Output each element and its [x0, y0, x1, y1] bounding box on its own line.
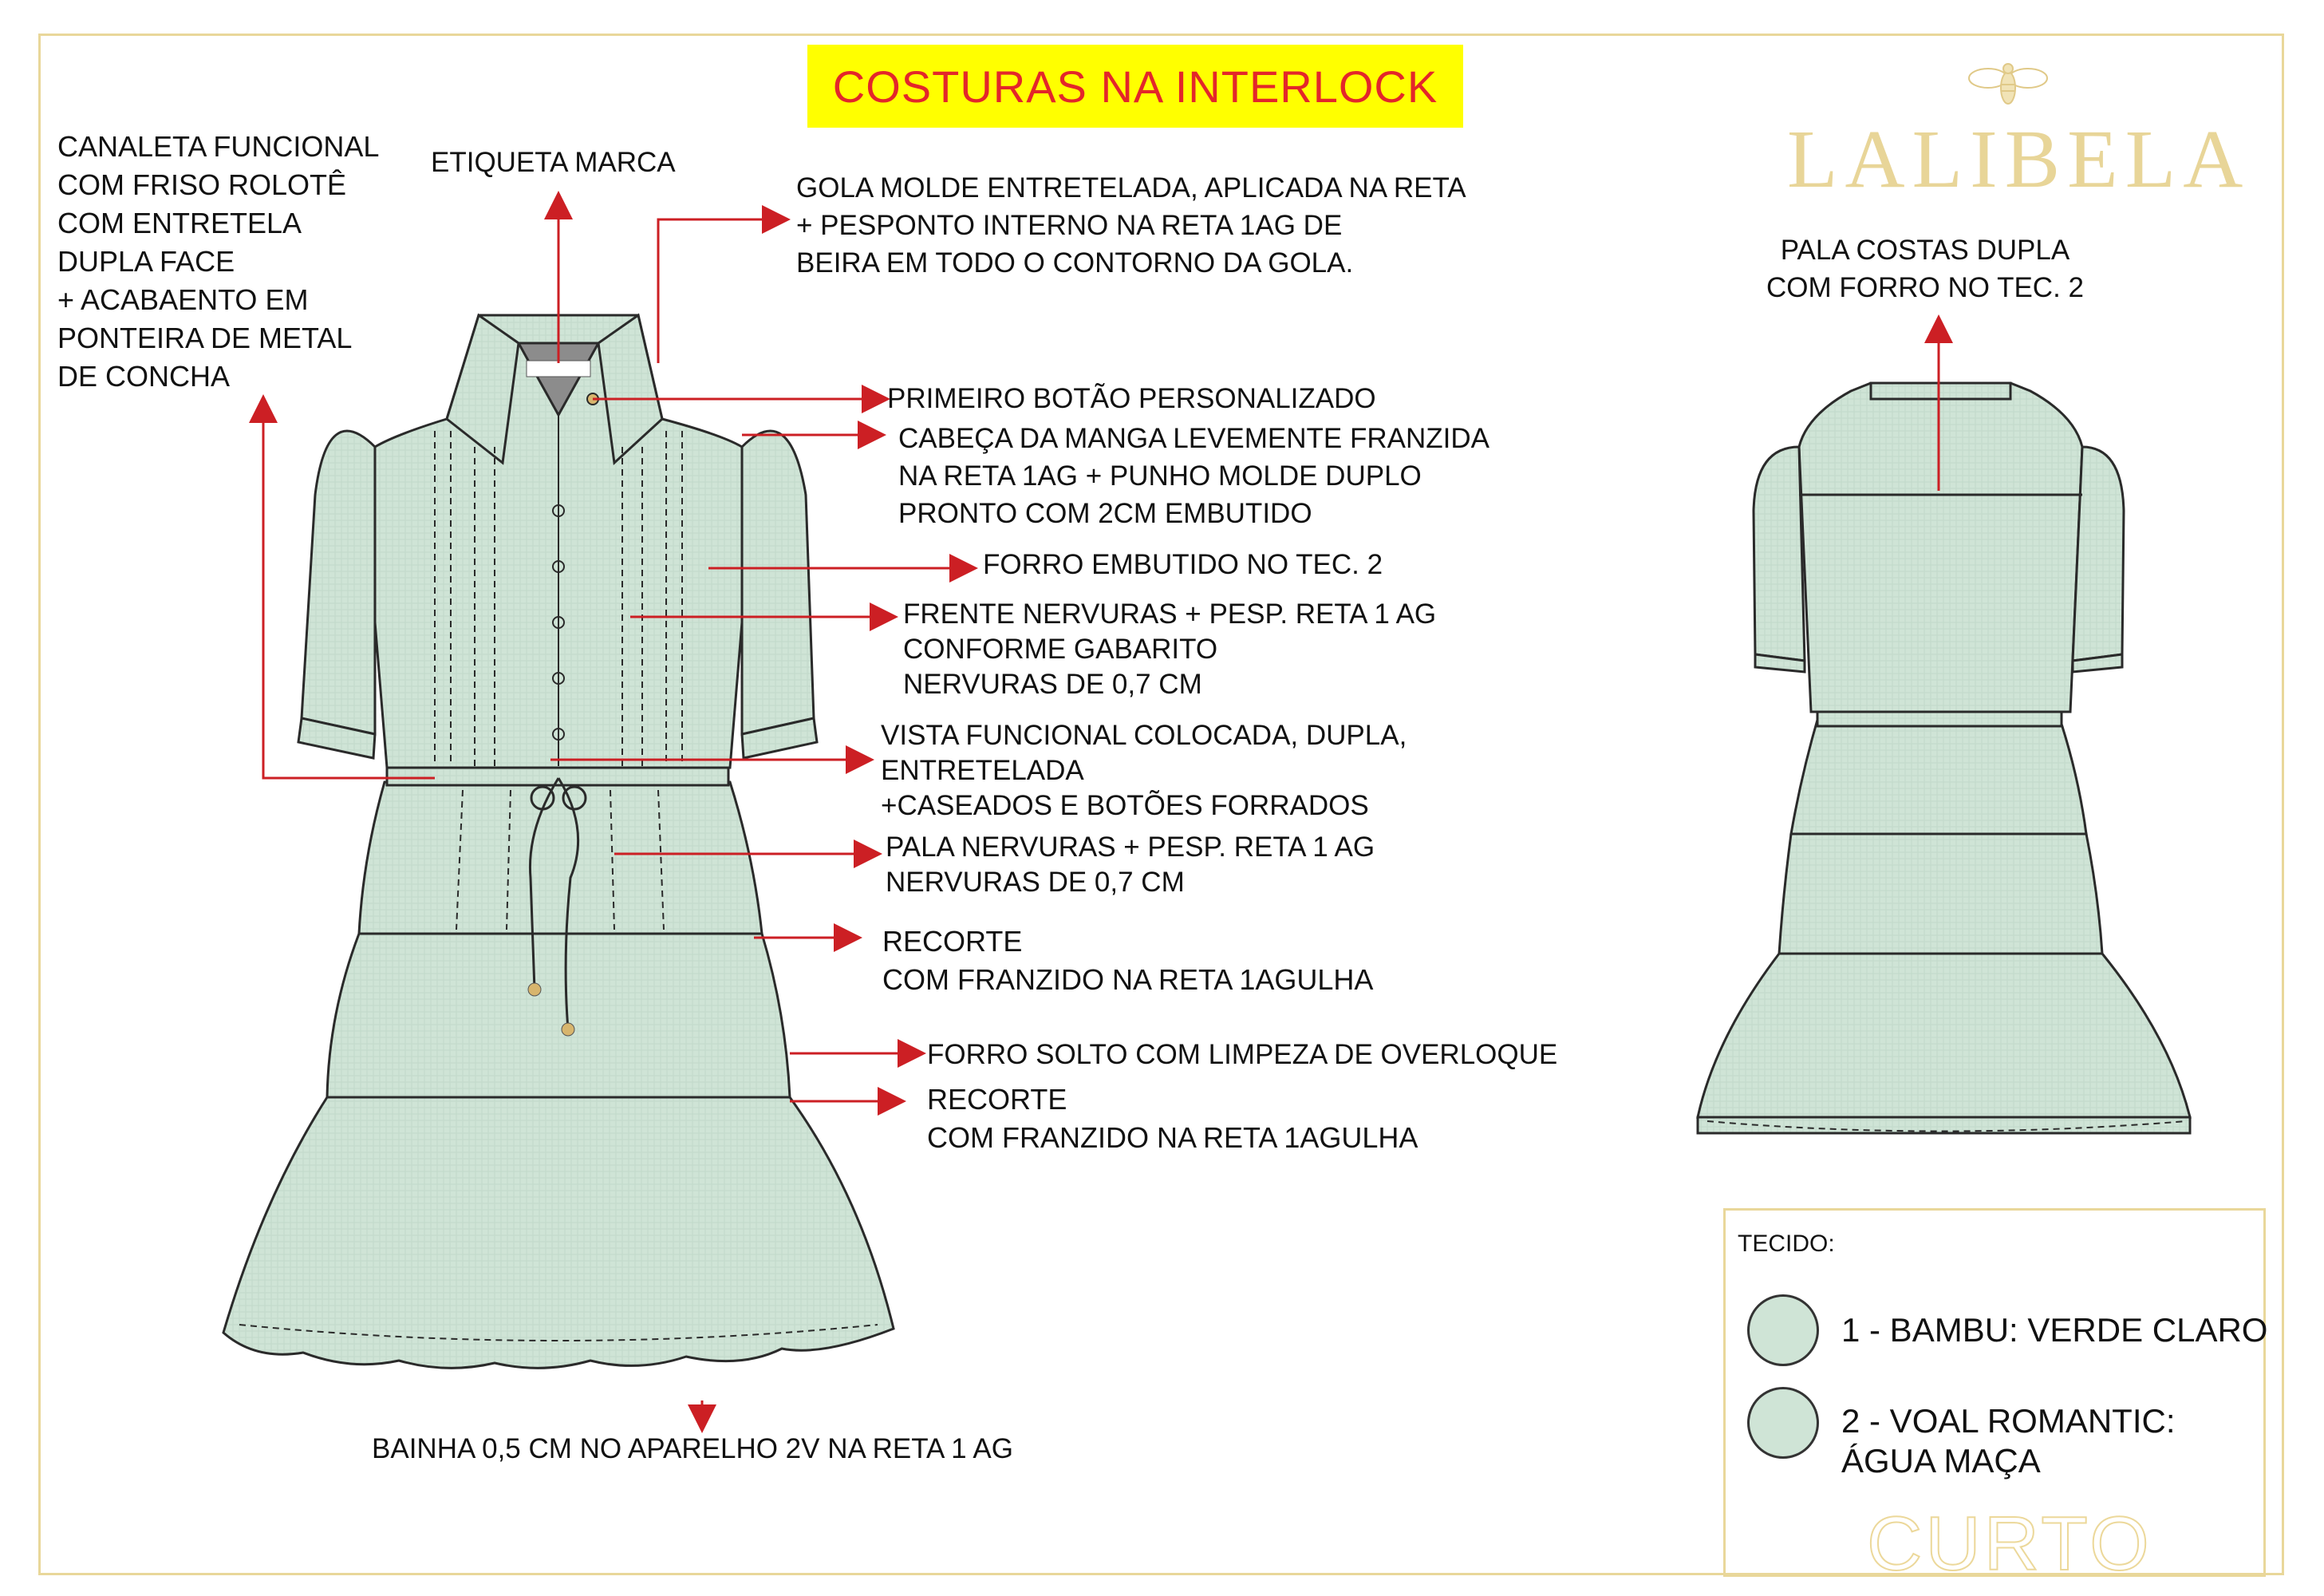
- note-recorte-1: RECORTE COM FRANZIDO NA RETA 1AGULHA: [882, 925, 1374, 996]
- front-waistband: [387, 768, 728, 785]
- note-canaleta: CANALETA FUNCIONAL COM FRISO ROLOTÊ COM ENTRETELA DUPLA FACE + ACABAENTO EM PONTEIRA DE METAL DE CONCHA: [57, 130, 380, 393]
- fabric-title: TECIDO:: [1738, 1231, 1835, 1257]
- back-bodice: [1799, 383, 2082, 712]
- fabric-label-1: 1 - BAMBU: VERDE CLARO: [1841, 1311, 2268, 1349]
- back-collar: [1871, 383, 2010, 399]
- note-primeiro-botao: PRIMEIRO BOTÃO PERSONALIZADO: [887, 383, 1376, 414]
- fabric-swatch-1: [1747, 1294, 1819, 1366]
- note-etiqueta: ETIQUETA MARCA: [431, 147, 676, 178]
- length-label: CURTO: [1867, 1501, 2152, 1586]
- front-yoke: [359, 782, 762, 934]
- back-skirt-mid-tier: [1779, 834, 2102, 954]
- back-waistband: [1817, 712, 2062, 726]
- note-vista: VISTA FUNCIONAL COLOCADA, DUPLA, ENTRETELADA +CASEADOS E BOTÕES FORRADOS: [881, 720, 1407, 821]
- note-forro-embutido: FORRO EMBUTIDO NO TEC. 2: [983, 549, 1383, 580]
- fabric-swatch-2: [1747, 1387, 1819, 1459]
- fabric-label-2: 2 - VOAL ROMANTIC: ÁGUA MAÇA: [1841, 1402, 2176, 1479]
- note-pala-costas: PALA COSTAS DUPLA COM FORRO NO TEC. 2: [1766, 235, 2084, 303]
- note-cabeca-manga: CABEÇA DA MANGA LEVEMENTE FRANZIDA NA RETA 1AG + PUNHO MOLDE DUPLO PRONTO COM 2CM EMBUTIDO: [898, 423, 1489, 529]
- back-right-sleeve: [2073, 447, 2124, 661]
- brand-logo: LALIBELA: [1787, 113, 2251, 205]
- front-right-sleeve: [742, 431, 814, 734]
- front-skirt-bottom-tier: [223, 1097, 894, 1368]
- front-skirt-mid-tier: [327, 934, 790, 1097]
- back-yoke: [1791, 714, 2086, 834]
- note-frente-nervuras: FRENTE NERVURAS + PESP. RETA 1 AG CONFORME GABARITO NERVURAS DE 0,7 CM: [903, 598, 1437, 700]
- page-title: COSTURAS NA INTERLOCK: [807, 45, 1463, 128]
- back-skirt-bottom-tier: [1698, 954, 2190, 1117]
- back-left-sleeve: [1754, 447, 1805, 661]
- note-gola: GOLA MOLDE ENTRETELADA, APLICADA NA RETA + PESPONTO INTERNO NA RETA 1AG DE BEIRA EM TODO O CONTORNO DA GOLA.: [796, 172, 1466, 279]
- note-pala-nervuras: PALA NERVURAS + PESP. RETA 1 AG NERVURAS DE 0,7 CM: [886, 832, 1375, 898]
- note-bainha: BAINHA 0,5 CM NO APARELHO 2V NA RETA 1 AG: [372, 1433, 1013, 1464]
- front-left-sleeve: [302, 431, 375, 734]
- note-forro-solto: FORRO SOLTO COM LIMPEZA DE OVERLOQUE: [927, 1039, 1558, 1070]
- note-recorte-2: RECORTE COM FRANZIDO NA RETA 1AGULHA: [927, 1083, 1418, 1154]
